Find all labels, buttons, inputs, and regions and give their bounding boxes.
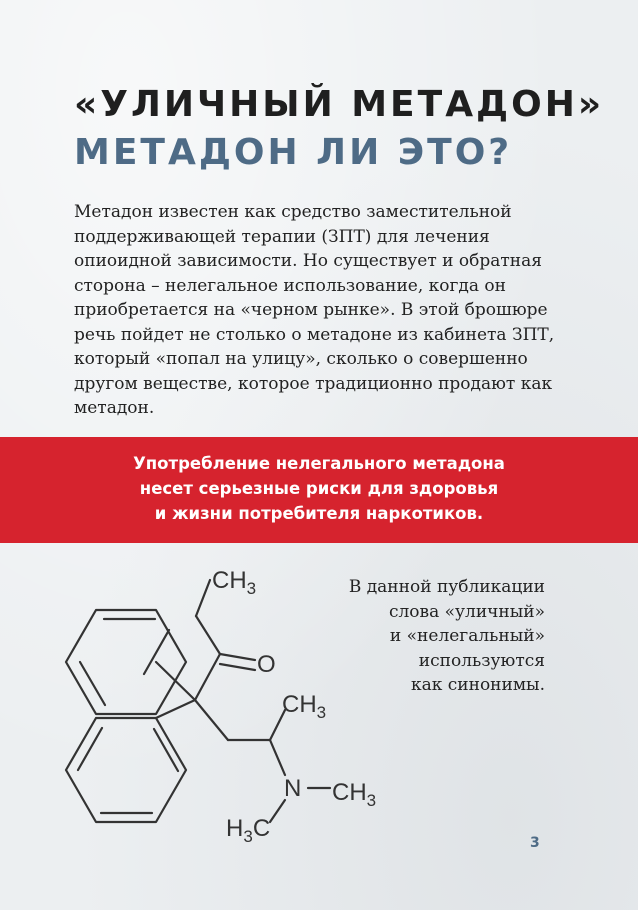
page-subtitle: МЕТАДОН ЛИ ЭТО? — [74, 132, 513, 173]
bond — [270, 800, 285, 822]
intro-line: который «попал на улицу», сколько о совершенно — [74, 349, 528, 369]
methyl-label-top: $CH_3$ — [212, 567, 257, 598]
warning-line: несет серьезные риски для здоровья — [139, 479, 499, 498]
synonyms-note — [340, 575, 545, 698]
intro-line: поддерживающей терапии (ЗПТ) для лечения — [74, 226, 490, 247]
bond — [196, 580, 210, 616]
bond — [195, 654, 220, 700]
bond — [156, 662, 195, 700]
nitrogen-label: N — [284, 775, 302, 802]
bond — [220, 654, 255, 660]
ring-double-bond — [144, 630, 169, 674]
intro-line: другом веществе, которое традиционно продают как — [74, 373, 553, 394]
intro-line: опиоидной зависимости. Но существует и обратная — [74, 251, 542, 271]
bond — [220, 664, 255, 670]
ring-double-bond — [80, 662, 105, 705]
intro-line: приобретается на «черном рынке». В этой брошюре — [74, 300, 548, 320]
page-title: «УЛИЧНЫЙ МЕТАДОН» — [74, 84, 605, 125]
note-line: как синонимы. — [410, 675, 545, 695]
note-line: слова «уличный» — [388, 601, 545, 622]
warning-line: и жизни потребителя наркотиков. — [154, 504, 484, 523]
methyl-label-right: $CH_3$ — [332, 779, 377, 810]
intro-line: Метадон известен как средство заместительной — [74, 202, 512, 222]
warning-line: Употребление нелегального метадона — [133, 454, 505, 473]
note-line: В данной публикации — [348, 577, 545, 597]
methyl-label-mid: $CH_3$ — [282, 691, 327, 722]
bond — [195, 700, 228, 740]
ring-double-bond — [78, 728, 102, 770]
phenyl-ring-lower — [66, 718, 186, 822]
bond — [270, 740, 285, 775]
oxygen-label: O — [257, 651, 276, 678]
note-line: и «нелегальный» — [389, 626, 545, 646]
intro-paragraph — [74, 200, 574, 421]
intro-line: сторона – нелегальное использование, когда он — [74, 275, 506, 296]
note-line: используются — [418, 650, 545, 671]
page-number: 3 — [530, 835, 540, 851]
bond — [196, 616, 220, 654]
intro-line: речь пойдет не столько о метадоне из кабинета ЗПТ, — [74, 324, 555, 345]
warning-banner-text — [0, 451, 638, 526]
phenyl-ring-upper — [66, 610, 186, 714]
methyl-label-bottom: $H_3C$ — [226, 815, 271, 846]
intro-line: метадон. — [74, 398, 155, 418]
